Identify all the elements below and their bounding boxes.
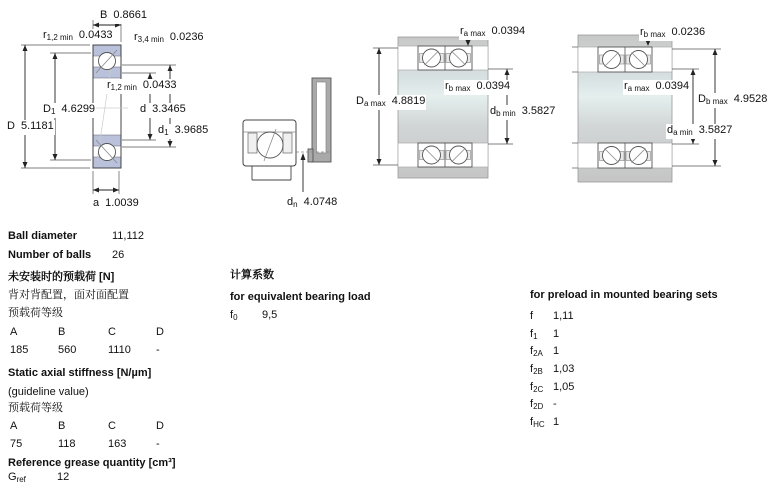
dim-label-ra-max-set2: ra max 0.0394 [624, 80, 690, 93]
dim-label-D: D 5.1181 [6, 120, 55, 135]
calc-factors-title: 计算系数 [230, 269, 274, 281]
grease-row: Gref 12 [8, 471, 70, 484]
dim-label-r34-min: r3,4 min 0.0236 [134, 31, 204, 44]
mounted-set-diagram-2 [572, 35, 721, 182]
dim-label-r12-min-inner: r1,2 min 0.0433 [107, 79, 177, 92]
spec-number-of-balls: Number of balls 26 [8, 249, 125, 261]
dim-label-rb-max-set1: rb max 0.0394 [445, 80, 511, 93]
dim-label-r12-min-outer: r1,2 min 0.0433 [43, 29, 113, 42]
factor-row-f0: f0 9,5 [230, 309, 278, 322]
dim-label-da-min: da min 3.5827 [667, 124, 733, 137]
dim-label-dn: dn 4.0748 [287, 196, 338, 209]
dim-label-a: a 1.0039 [92, 197, 140, 212]
factor-row-f: f 1,11 [530, 310, 574, 322]
stiffness-subtitle: (guideline value) [8, 386, 89, 398]
preload-unmounted-class-label: 预载荷等级 [8, 307, 63, 319]
factor-row-f2D: f2D - [530, 398, 557, 411]
stiffness-class-label: 预载荷等级 [8, 402, 63, 414]
preload-factors-title: for preload in mounted bearing sets [530, 289, 718, 301]
factor-row-f2B: f2B 1,03 [530, 363, 575, 376]
stiffness-title: Static axial stiffness [N/µm] [8, 367, 152, 379]
grease-title: Reference grease quantity [cm³] [8, 457, 176, 469]
factor-row-f2C: f2C 1,05 [530, 381, 575, 394]
dim-label-ra-max-set1: ra max 0.0394 [460, 25, 526, 38]
dim-label-d: d 3.3465 [139, 103, 187, 118]
dim-label-db-min: db min 3.5827 [490, 105, 556, 118]
factor-row-f1: f1 1 [530, 328, 560, 341]
dim-label-Da-max: Da max 4.8819 [356, 95, 426, 108]
dim-label-B: B 0.8661 [99, 9, 148, 24]
factor-row-f2A: f2A 1 [530, 345, 560, 358]
preload-unmounted-subtitle: 背对背配置，面对面配置 [8, 289, 129, 301]
dim-label-d1: d1 3.9685 [158, 124, 209, 137]
equivalent-load-title: for equivalent bearing load [230, 291, 371, 303]
dim-label-rb-max-set2: rb max 0.0236 [640, 26, 706, 39]
dim-label-Db-max: Db max 4.9528 [698, 93, 768, 106]
spec-ball-diameter: Ball diameter 11,112 [8, 230, 145, 242]
preload-unmounted-title: 未安装时的预载荷 [N] [8, 271, 115, 283]
factor-row-fHC: fHC 1 [530, 416, 560, 429]
bearing-datasheet-page: B 0.8661 r1,2 min 0.0433 r3,4 min 0.0236 r1,2 min 0.0433 D1 4.6299 d 3.3465 D 5.1181 d1 3.9685 a 1.0039 dn 4.0748 ra max 0.0394 Da max 4.8819 rb max 0.0394 db min 3.5827 rb max 0.0236 ra max 0.0394 Db max 4.9528 da min 3.5827 Ball diameter 11,112 Number of balls 26 未安装时的预载荷 [N] 背对背配置，面对面配置 预载荷等级 A B C D 185 560 1110 - Static axial stiffness [N/µm] (guideline value) 预载荷等级 A B C D 75 118 163 - Reference grease quantity [cm³] Gref 12 计算系数 for equivalent bearing load f0 9,5 for preload in mounted bearing sets f 1,11 f1 1 f2A 1 f2B 1,03 f2C 1,05 f2D - fHC 1 [0, 0, 781, 494]
dim-label-D1: D1 4.6299 [43, 103, 96, 116]
bearing-shoulder-diagram [243, 78, 331, 192]
